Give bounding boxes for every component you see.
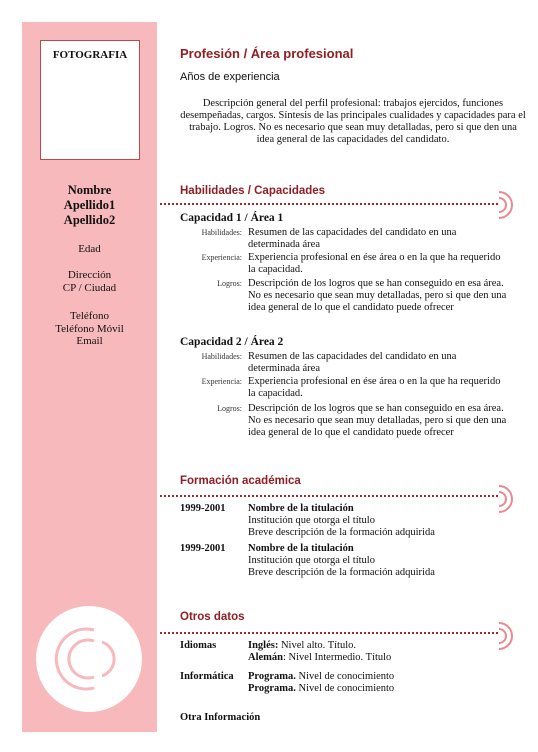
institution: Institución que otorga el título (248, 555, 375, 566)
surname2: Apellido2 (63, 213, 116, 227)
skills-divider (160, 203, 498, 205)
capacity-title: Capacidad 1 / Área 1 (180, 212, 284, 224)
language-name: Alemán (248, 652, 283, 663)
program-name: Programa. (248, 683, 296, 694)
program-level: Nivel de conocimiento (298, 683, 395, 694)
experience-row (180, 252, 510, 276)
experience-label: Experiencia: (201, 253, 242, 262)
achievements-text: Descripción de los logros que se han conseguido en esa área. No es necesario que sean muy detalladas, pero si que den una idea general de lo que el candidato puede ofrecer (248, 403, 507, 438)
experience-row (180, 376, 510, 400)
achievements-label: Logros: (217, 279, 242, 288)
experience-text: Experiencia profesional en ése área o en la que ha requerido la capacidad. (248, 252, 501, 275)
capacity-title: Capacidad 2 / Área 2 (180, 336, 284, 348)
address-line2: CP / Ciudad (62, 281, 117, 294)
languages-block (180, 640, 510, 666)
phone: Teléfono (70, 310, 109, 322)
program-item (248, 683, 510, 695)
photo-label: FOTOGRAFIA (52, 49, 128, 61)
program-item (248, 671, 510, 683)
contact (22, 310, 157, 348)
skills-text: Resumen de las capacidades del candidato en una determinada área (248, 227, 457, 250)
language-item (248, 640, 510, 652)
skills-label: Habilidades: (201, 228, 242, 237)
education-item (180, 543, 510, 579)
degree-name: Nombre de la titulación (248, 543, 354, 554)
degree-name: Nombre de la titulación (248, 503, 354, 514)
mobile: Teléfono Móvil (55, 322, 124, 335)
achievements-row (180, 278, 510, 328)
experience-text: Experiencia profesional en ése área o en la que ha requerido la capacidad. (248, 376, 501, 399)
address-line1: Dirección (67, 269, 112, 281)
candidate-name (22, 183, 157, 228)
language-level: : Nivel Intermedio. Título (283, 652, 392, 663)
skills-text: Resumen de las capacidades del candidato en una determinada área (248, 351, 457, 374)
photo-placeholder (40, 40, 140, 160)
other-info (180, 712, 510, 726)
education-years: 1999-2001 (180, 543, 226, 554)
profession-title: Profesión / Área profesional (180, 46, 354, 61)
language-level: Nivel alto. Título. (280, 640, 357, 651)
language-name: Inglés: (248, 640, 279, 651)
years-experience: Años de experiencia (180, 71, 280, 83)
language-item (248, 652, 510, 664)
achievements-text: Descripción de los logros que se han conseguido en esa área. No es necesario que sean muy detalladas, pero si que den una idea general de lo que el candidato puede ofrecer (248, 278, 507, 313)
program-name: Programa. (248, 671, 296, 682)
experience-label: Experiencia: (201, 377, 242, 386)
skills-row (180, 351, 510, 375)
education-years: 1999-2001 (180, 503, 226, 514)
education-divider (160, 495, 498, 497)
education-item (180, 503, 510, 539)
age: Edad (78, 243, 101, 255)
skills-label: Habilidades: (201, 352, 242, 361)
languages-label: Idiomas (180, 640, 217, 651)
it-block (180, 671, 510, 697)
education-description: Breve descripción de la formación adquirida (248, 527, 435, 538)
education-heading: Formación académica (180, 475, 301, 487)
achievements-label: Logros: (217, 404, 242, 413)
circle-logo-icon (36, 606, 142, 712)
program-level: Nivel de conocimiento (298, 671, 395, 682)
profile-description: Descripción general del perfil profesional: trabajos ejercidos, funciones desempeñadas, cargos. Síntesis de las principales cualidades y capacidades para el trabajo. Logros. No es necesario que sean muy detalladas, pero si que den una idea general de las capacidades del candidato. (180, 98, 526, 145)
other-divider (160, 632, 498, 634)
decorative-circle (36, 606, 142, 712)
skills-row (180, 227, 510, 251)
section-arc-icon (495, 190, 519, 220)
name-line: Nombre (67, 183, 112, 197)
skills-heading: Habilidades / Capacidades (180, 185, 326, 197)
achievements-row (180, 403, 510, 453)
institution: Institución que otorga el título (248, 515, 375, 526)
surname1: Apellido1 (63, 198, 116, 212)
education-description: Breve descripción de la formación adquirida (248, 567, 435, 578)
other-info-label: Otra Información (180, 712, 261, 723)
other-heading: Otros datos (180, 611, 245, 623)
it-label: Informática (180, 671, 234, 682)
address (22, 269, 157, 294)
email: Email (76, 335, 103, 347)
